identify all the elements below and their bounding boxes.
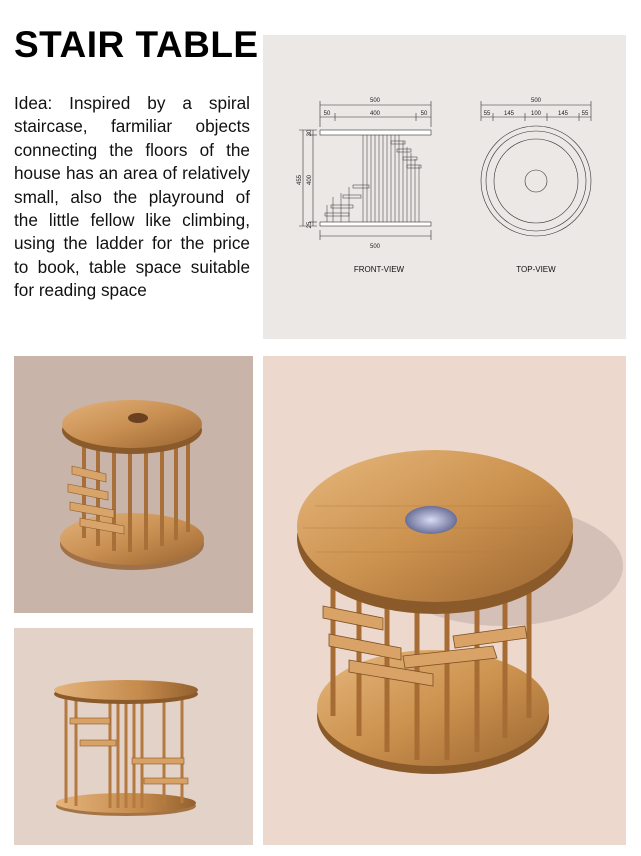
technical-drawing — [263, 35, 626, 339]
technical-drawing-panel — [263, 35, 626, 339]
top-d5-label: 55 — [581, 111, 589, 117]
top-d4-label: 145 — [557, 111, 569, 117]
front-top-mid-label: 400 — [369, 111, 381, 117]
top-overall-width-label: 500 — [530, 98, 542, 104]
render-perspective-view — [263, 356, 626, 845]
render-side-view — [14, 628, 253, 845]
front-height-total-label: 455 — [297, 174, 303, 186]
front-height-mid-label: 400 — [307, 174, 313, 186]
stair-table-render-angled — [14, 356, 253, 613]
front-height-top-label: 30 — [307, 129, 313, 137]
top-d2-label: 145 — [503, 111, 515, 117]
front-view-label: FRONT-VIEW — [353, 265, 405, 274]
top-view-drawing — [481, 101, 591, 236]
page-title: STAIR TABLE — [14, 24, 259, 65]
stair-table-render-perspective — [263, 356, 626, 845]
top-d3-label: 100 — [530, 111, 542, 117]
stair-table-render-side — [14, 628, 253, 845]
idea-text: Idea: Inspired by a spiral staircase, farmiliar objects connecting the floors of the house has an area of relatively small, also the playround of the little fellow like climbing, using the ladder for the price to book, table space suitable for reading space — [14, 93, 250, 301]
front-view-drawing — [299, 101, 431, 240]
render-angled-view — [14, 356, 253, 613]
front-top-left-label: 50 — [323, 111, 331, 117]
top-d1-label: 55 — [483, 111, 491, 117]
front-bottom-width-label: 500 — [369, 244, 381, 250]
front-height-bottom-label: 25 — [307, 221, 313, 229]
top-view-label: TOP-VIEW — [516, 265, 556, 274]
front-overall-width-label: 500 — [369, 98, 381, 104]
front-top-right-label: 50 — [420, 111, 428, 117]
